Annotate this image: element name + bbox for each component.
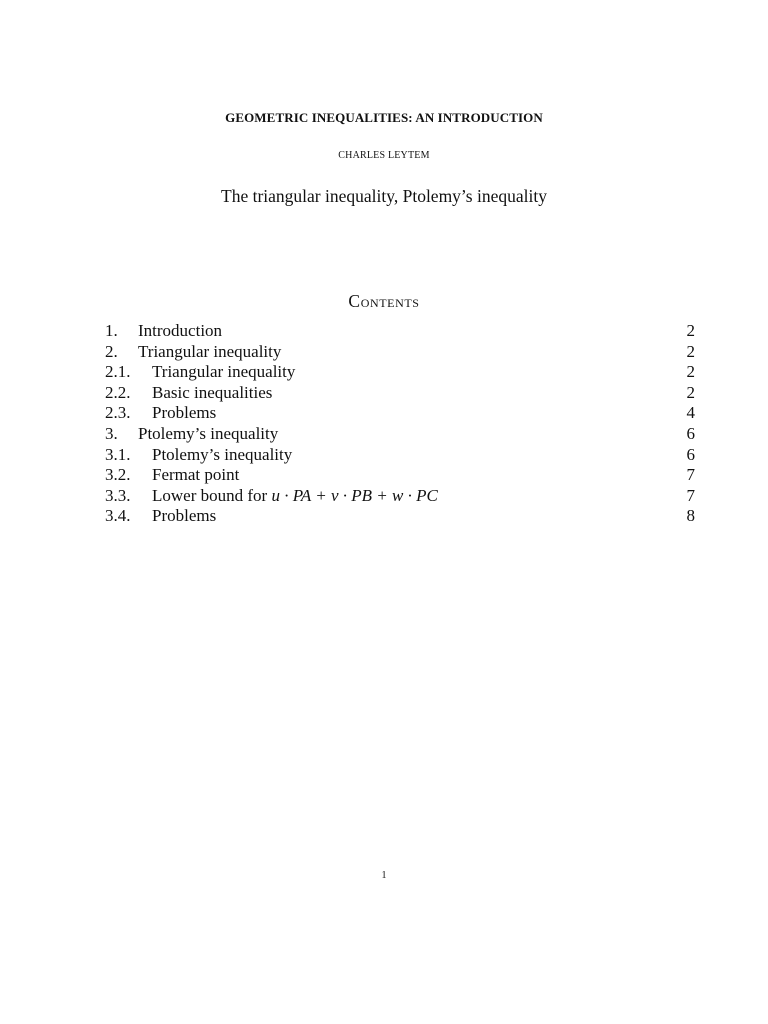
toc-entry-number: 3.1. bbox=[105, 444, 131, 464]
toc-entry-number: 2.1. bbox=[105, 362, 131, 382]
toc-entry-page: 7 bbox=[686, 465, 695, 485]
toc-entry-label bbox=[152, 486, 438, 507]
toc-entry-basic-inequalities[interactable] bbox=[105, 383, 695, 404]
toc-entry-number: 1. bbox=[105, 321, 118, 340]
toc-entry-number: 3. bbox=[105, 423, 118, 443]
toc-entry-number: 2.3. bbox=[105, 403, 131, 423]
toc-entry-page: 2 bbox=[686, 382, 695, 402]
toc-entry-page: 6 bbox=[686, 423, 695, 443]
toc-entry-page: 4 bbox=[686, 403, 695, 423]
toc-entry-page: 2 bbox=[686, 321, 695, 340]
toc-entry-fermat-point[interactable] bbox=[105, 465, 695, 486]
toc-entry-page: 6 bbox=[686, 444, 695, 464]
contents-heading: Contents bbox=[348, 291, 420, 311]
document-subtitle: The triangular inequality, Ptolemy’s inequality bbox=[221, 186, 547, 206]
toc-entry-number: 2. bbox=[105, 341, 118, 361]
toc-entry-page: 8 bbox=[686, 506, 695, 526]
toc-entry-label: Triangular inequality bbox=[152, 362, 296, 382]
toc-entry-triangular-inequality[interactable] bbox=[105, 362, 695, 383]
toc-entry-page: 2 bbox=[686, 362, 695, 382]
toc-entry-label: Problems bbox=[152, 506, 217, 526]
toc-entry-problems-3[interactable] bbox=[105, 506, 695, 527]
toc-entry-math-expression: u · PA + v · PB + w · PC bbox=[271, 485, 438, 505]
page-number: 1 bbox=[381, 870, 387, 881]
toc-entry-introduction[interactable] bbox=[105, 321, 695, 342]
toc-entry-problems-2[interactable] bbox=[105, 403, 695, 424]
toc-entry-label: Fermat point bbox=[152, 465, 240, 485]
toc-entry-label: Basic inequalities bbox=[152, 382, 273, 402]
author-name: CHARLES LEYTEM bbox=[338, 150, 430, 161]
toc-entry-page: 7 bbox=[686, 485, 695, 505]
toc-entry-label: Introduction bbox=[138, 321, 223, 340]
toc-entry-page: 2 bbox=[686, 341, 695, 361]
toc-entry-label-text: Lower bound for bbox=[152, 485, 272, 505]
toc-entry-label: Triangular inequality bbox=[138, 341, 282, 361]
toc-entry-number: 3.4. bbox=[105, 506, 131, 526]
toc-entry-number: 3.2. bbox=[105, 465, 131, 485]
toc-entry-ptolemy-section[interactable] bbox=[105, 424, 695, 445]
table-of-contents bbox=[105, 321, 695, 527]
toc-entry-label: Ptolemy’s inequality bbox=[138, 423, 279, 443]
toc-entry-label: Ptolemy’s inequality bbox=[152, 444, 293, 464]
toc-entry-number: 2.2. bbox=[105, 382, 131, 402]
toc-entry-label: Problems bbox=[152, 403, 217, 423]
toc-entry-triangular-inequality-section[interactable] bbox=[105, 342, 695, 363]
document-title: GEOMETRIC INEQUALITIES: AN INTRODUCTION bbox=[225, 110, 543, 125]
toc-entry-lower-bound[interactable] bbox=[105, 486, 695, 507]
toc-entry-ptolemy-inequality[interactable] bbox=[105, 445, 695, 466]
toc-entry-number: 3.3. bbox=[105, 485, 131, 505]
